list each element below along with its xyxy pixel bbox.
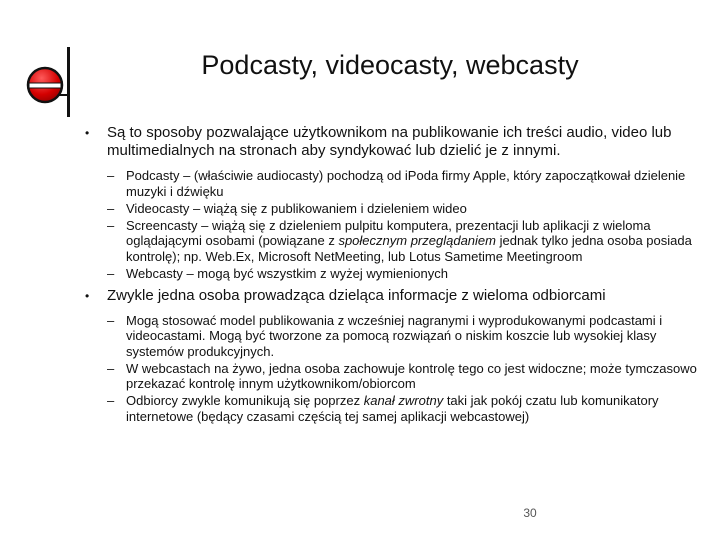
bullet-marker: • [85, 126, 90, 140]
dash-marker: – [107, 168, 115, 183]
bullet-2 [80, 287, 700, 305]
subbullet-text: Mogą stosować model publikowania z wcześniej nagranymi i wyprodukowanymi podcastami i videocastami. Mogą być tworzone za pomocą rozwiązań o niskim koszcie lub wysokiej klasy systemów produkcyjnych. [126, 312, 663, 359]
subbullet-text: Videocasty – wiążą się z publikowaniem i dzieleniem wideo [126, 200, 467, 216]
subbullet-text: Podcasty – (właściwie audiocasty) pochodzą od iPoda firmy Apple, który zapoczątkował dzielenie muzyki i dźwięku [126, 168, 686, 199]
bullet-marker: • [85, 288, 90, 303]
subbullet-text: W webcastach na żywo, jedna osoba zachowuje kontrolę tego co jest widoczne; może tymczasowo przekazać kontrolę innym użytkownikom/obiorcom [126, 360, 697, 391]
subbullet-2-3 [80, 393, 700, 424]
bullet-1-text: Są to sposoby pozwalające użytkownikom na publikowanie ich treści audio, video lub multimedialnych na stronach aby syndykować lub dzielić je z innymi. [107, 124, 672, 159]
subbullet-emphasis: społecznym przeglądaniem [338, 233, 496, 248]
dash-marker: – [107, 217, 115, 233]
title-divider-vertical [67, 47, 70, 117]
subbullet-1-4 [80, 266, 700, 282]
red-circle-logo-icon [26, 66, 64, 104]
subbullet-text: Screencasty – wiążą się z dzieleniem pulpitu komputera, prezentacji lub aplikacji z wieloma oglądającymi osobami (powiązane z [126, 217, 651, 248]
subbullet-text: Webcasty – mogą być wszystkim z wyżej wymienionych [126, 265, 448, 281]
slide-title: Podcasty, videocasty, webcasty [201, 50, 579, 80]
subbullet-1-2 [80, 201, 700, 217]
dash-marker: – [107, 200, 115, 216]
dash-marker: – [107, 393, 115, 408]
dash-marker: – [107, 360, 115, 376]
subbullet-1-3 [80, 218, 700, 265]
dash-marker: – [107, 265, 115, 281]
subbullet-1-1 [80, 168, 700, 199]
subbullet-text: Odbiorcy zwykle komunikują się poprzez [126, 393, 364, 408]
subbullet-2-1 [80, 313, 700, 360]
subbullet-text-continued: jednak tylko jedna osoba posiada kontrolę); np. Web.Ex, Microsoft NetMeeting, lub Lotus Sametime Meetingroom [126, 233, 692, 264]
dash-marker: – [107, 312, 115, 328]
subbullet-2-2 [80, 361, 700, 392]
bullet-2-text: Zwykle jedna osoba prowadząca dzieląca informacje z wieloma odbiorcami [107, 286, 606, 304]
bullet-1 [80, 124, 700, 160]
subbullet-text-continued: taki jak pokój czatu lub komunikatory internetowe (będący czasami częścią tej samej aplikacji webcastowej) [126, 393, 659, 424]
subbullet-emphasis: kanał zwrotny [363, 393, 444, 408]
slide-content [80, 124, 700, 426]
page-number: 30 [523, 506, 537, 520]
